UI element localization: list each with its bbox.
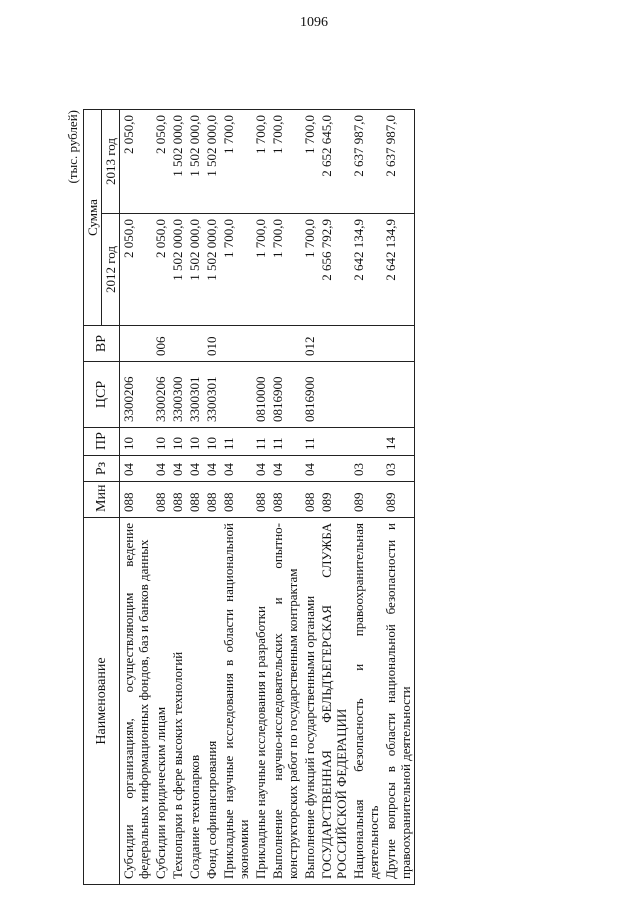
row-pr: 10 — [169, 428, 186, 456]
row-amount-2013: 2 050,0 — [120, 110, 153, 214]
row-min: 088 — [203, 482, 220, 518]
row-rz: 04 — [220, 456, 252, 482]
row-pr: 10 — [203, 428, 220, 456]
row-min: 089 — [318, 482, 350, 518]
row-amount-2013: 1 700,0 — [220, 110, 252, 214]
row-name: Выполнение научно-исследовательских и опытно-конструкторских работ по государственным контрактам — [269, 518, 301, 885]
row-csr — [382, 362, 415, 428]
row-amount-2013: 2 637 987,0 — [350, 110, 382, 214]
rotated-page-content — [65, 110, 585, 885]
table-row — [252, 110, 269, 885]
row-pr: 10 — [120, 428, 153, 456]
table-row — [152, 110, 169, 885]
row-rz: 03 — [382, 456, 415, 482]
row-amount-2013: 1 700,0 — [301, 110, 318, 214]
row-pr: 10 — [186, 428, 203, 456]
row-amount-2013: 1 502 000,0 — [203, 110, 220, 214]
row-name: Технопарки в сфере высоких технологий — [169, 518, 186, 885]
row-vr — [350, 326, 382, 362]
row-csr — [220, 362, 252, 428]
row-vr — [269, 326, 301, 362]
table-row — [269, 110, 301, 885]
row-csr: 3300300 — [169, 362, 186, 428]
row-vr — [186, 326, 203, 362]
row-amount-2012: 1 700,0 — [252, 214, 269, 326]
row-min: 088 — [120, 482, 153, 518]
header-year-2013: 2013 год — [102, 110, 120, 214]
row-name: Выполнение функций государственными органами — [301, 518, 318, 885]
row-amount-2012: 2 656 792,9 — [318, 214, 350, 326]
row-csr: 3300301 — [186, 362, 203, 428]
page-number: 1096 — [300, 15, 328, 30]
row-name: Субсидии организациям, осуществляющим ведение федеральных информационных фондов, баз и банков данных — [120, 518, 153, 885]
row-rz: 04 — [203, 456, 220, 482]
row-pr: 10 — [152, 428, 169, 456]
row-amount-2012: 1 502 000,0 — [186, 214, 203, 326]
row-min: 088 — [220, 482, 252, 518]
row-amount-2012: 1 700,0 — [269, 214, 301, 326]
row-pr: 11 — [269, 428, 301, 456]
row-vr — [120, 326, 153, 362]
row-rz: 04 — [120, 456, 153, 482]
row-amount-2012: 1 502 000,0 — [169, 214, 186, 326]
row-pr: 11 — [220, 428, 252, 456]
row-min: 088 — [186, 482, 203, 518]
row-min: 089 — [382, 482, 415, 518]
row-vr — [252, 326, 269, 362]
row-amount-2013: 1 700,0 — [269, 110, 301, 214]
row-rz — [318, 456, 350, 482]
row-rz: 03 — [350, 456, 382, 482]
row-rz: 04 — [186, 456, 203, 482]
row-min: 088 — [269, 482, 301, 518]
row-csr — [318, 362, 350, 428]
row-amount-2012: 1 700,0 — [301, 214, 318, 326]
row-amount-2012: 2 050,0 — [152, 214, 169, 326]
row-vr — [382, 326, 415, 362]
row-amount-2013: 2 652 645,0 — [318, 110, 350, 214]
table-row — [382, 110, 415, 885]
row-amount-2012: 2 642 134,9 — [350, 214, 382, 326]
row-rz: 04 — [252, 456, 269, 482]
row-amount-2012: 1 700,0 — [220, 214, 252, 326]
row-csr: 0810000 — [252, 362, 269, 428]
row-min: 088 — [152, 482, 169, 518]
header-year-2012: 2012 год — [102, 214, 120, 326]
row-csr: 3300206 — [152, 362, 169, 428]
table-body — [120, 110, 415, 885]
row-pr: 14 — [382, 428, 415, 456]
row-name: Национальная безопасность и правоохранительная деятельность — [350, 518, 382, 885]
row-min: 088 — [169, 482, 186, 518]
row-name: Прикладные научные исследования и разработки — [252, 518, 269, 885]
table-row — [318, 110, 350, 885]
row-vr — [220, 326, 252, 362]
row-rz: 04 — [169, 456, 186, 482]
table-row — [301, 110, 318, 885]
row-name: ГОСУДАРСТВЕННАЯ ФЕЛЬДЪЕГЕРСКАЯ СЛУЖБА РОССИЙСКОЙ ФЕДЕРАЦИИ — [318, 518, 350, 885]
row-name: Субсидии юридическим лицам — [152, 518, 169, 885]
row-amount-2013: 1 502 000,0 — [169, 110, 186, 214]
row-amount-2013: 1 502 000,0 — [186, 110, 203, 214]
table-row — [120, 110, 153, 885]
table-row — [350, 110, 382, 885]
row-rz: 04 — [269, 456, 301, 482]
row-pr: 11 — [252, 428, 269, 456]
row-pr: 11 — [301, 428, 318, 456]
row-min: 088 — [301, 482, 318, 518]
table-row — [203, 110, 220, 885]
header-rz: Рз — [84, 456, 120, 482]
row-amount-2013: 1 700,0 — [252, 110, 269, 214]
row-rz: 04 — [301, 456, 318, 482]
row-vr — [169, 326, 186, 362]
row-name: Другие вопросы в области национальной безопасности и правоохранительной деятельности — [382, 518, 415, 885]
row-vr: 012 — [301, 326, 318, 362]
row-min: 088 — [252, 482, 269, 518]
budget-table — [83, 109, 415, 885]
row-amount-2013: 2 637 987,0 — [382, 110, 415, 214]
row-vr: 010 — [203, 326, 220, 362]
table-row — [220, 110, 252, 885]
row-csr — [350, 362, 382, 428]
row-csr: 3300206 — [120, 362, 153, 428]
units-label: (тыс. рублей) — [65, 110, 80, 184]
row-name: Фонд софинансирования — [203, 518, 220, 885]
header-min: Мин — [84, 482, 120, 518]
row-amount-2013: 2 050,0 — [152, 110, 169, 214]
row-csr: 0816900 — [301, 362, 318, 428]
row-name: Создание технопарков — [186, 518, 203, 885]
row-pr — [318, 428, 350, 456]
table-row — [186, 110, 203, 885]
row-name: Прикладные научные исследования в области национальной экономики — [220, 518, 252, 885]
row-rz: 04 — [152, 456, 169, 482]
row-amount-2012: 1 502 000,0 — [203, 214, 220, 326]
row-csr: 0816900 — [269, 362, 301, 428]
header-vr: ВР — [84, 326, 120, 362]
row-amount-2012: 2 050,0 — [120, 214, 153, 326]
row-pr — [350, 428, 382, 456]
header-name: Наименование — [84, 518, 120, 885]
header-sum: Сумма — [84, 110, 102, 326]
row-vr: 006 — [152, 326, 169, 362]
row-csr: 3300301 — [203, 362, 220, 428]
row-vr — [318, 326, 350, 362]
header-pr: ПР — [84, 428, 120, 456]
row-amount-2012: 2 642 134,9 — [382, 214, 415, 326]
header-csr: ЦСР — [84, 362, 120, 428]
row-min: 089 — [350, 482, 382, 518]
table-row — [169, 110, 186, 885]
